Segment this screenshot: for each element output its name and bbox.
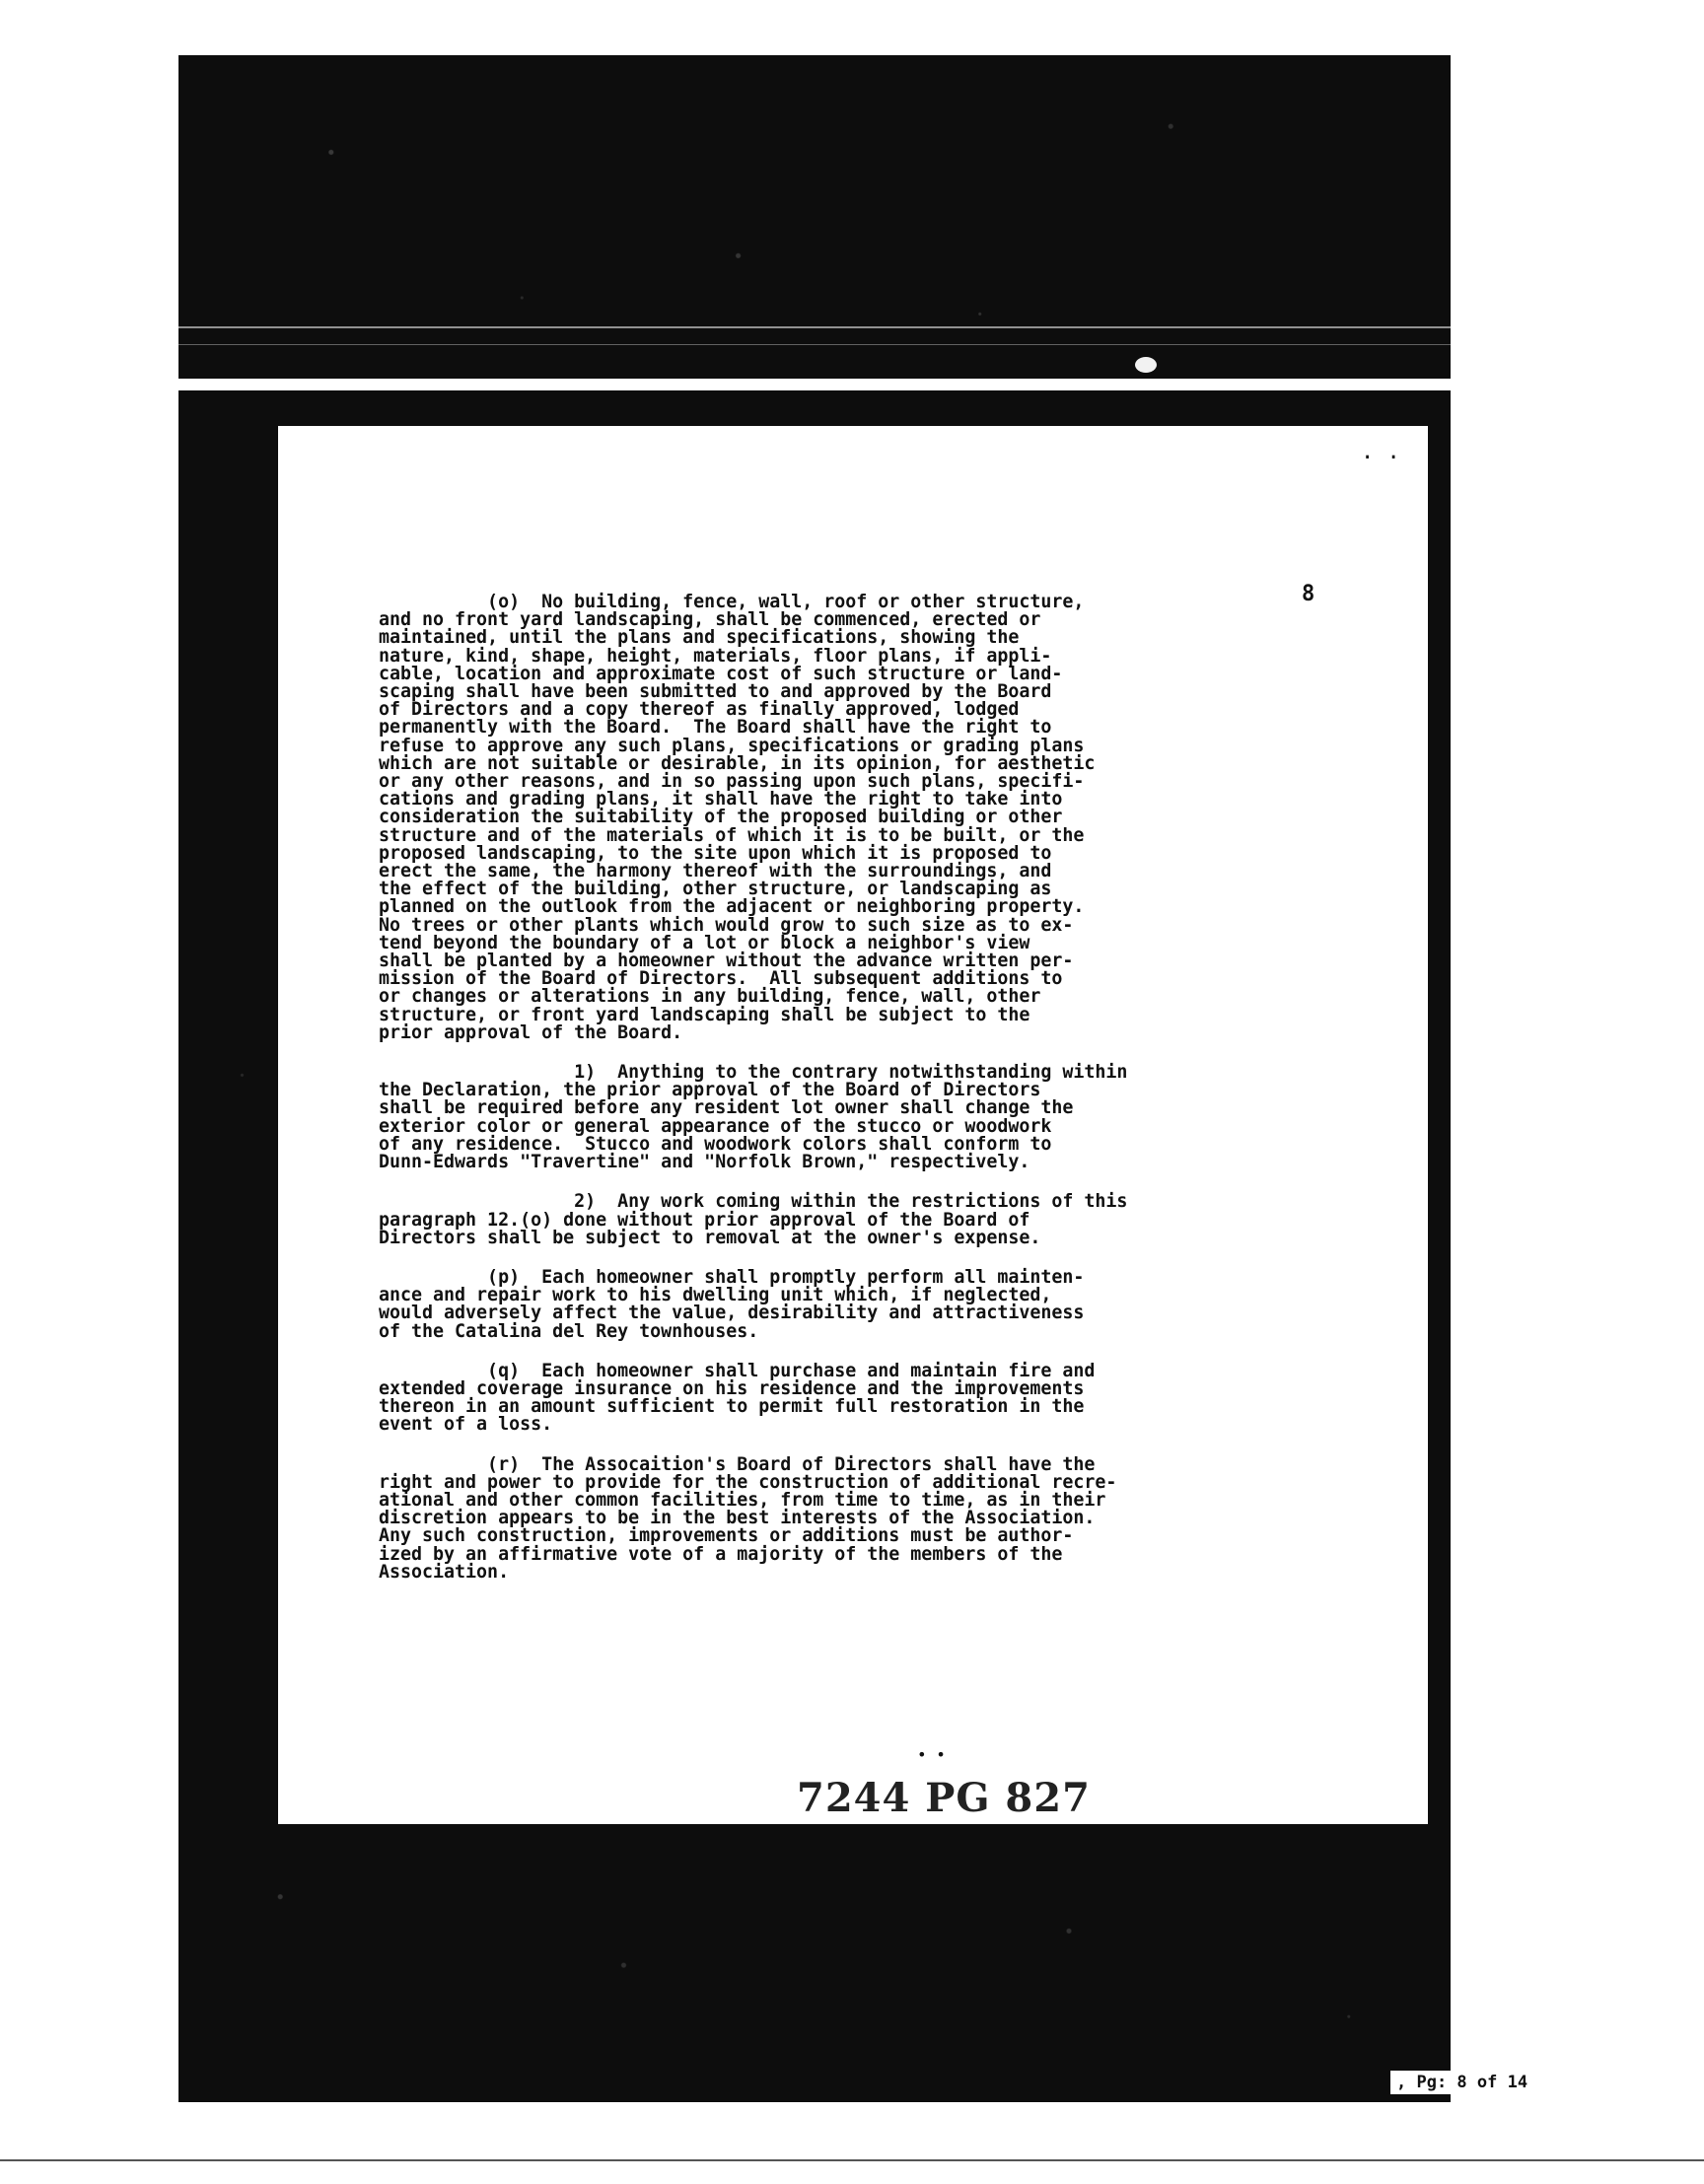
dot-mark: • • bbox=[917, 1745, 946, 1764]
scan-top-border bbox=[178, 55, 1451, 379]
paragraph-p: (p) Each homeowner shall promptly perform all mainten- ance and repair work to his dwelling unit which, if neglected, would adversely affect the value, desirability and attractiveness of the Catalina del Rey townhouses. bbox=[379, 1266, 1085, 1342]
paragraph-o-2: 2) Any work coming within the restrictions of this paragraph 12.(o) done without prior approval of the Board of Directors shall be subject to removal at the owner's expense. bbox=[379, 1191, 1128, 1248]
scan-speck bbox=[1135, 357, 1157, 373]
scan-gap bbox=[178, 379, 1451, 390]
bottom-rule bbox=[0, 2159, 1704, 2161]
page-count-label: , Pg: 8 of 14 bbox=[1390, 2071, 1554, 2094]
paragraph-r: (r) The Assocaition's Board of Directors shall have the right and power to provide for the construction of additional recre- ational and other common facilities, from time to time, as in their discretion appears to be in the best interests of the Association. Any such construction, improvements or additions must be author- ized by an affirmative vote of a majority of the members of the Association. bbox=[379, 1453, 1117, 1583]
paragraph-o-1: 1) Anything to the contrary notwithstanding within the Declaration, the prior approval of the Board of Directors shall be required before any resident lot owner shall change the exterior color or general appearance of the stucco or woodwork of any residence. Stucco and woodwork colors shall conform to Dunn-Edwards "Travertine" and "Norfolk Brown," respectively. bbox=[379, 1062, 1128, 1173]
scan-rule bbox=[178, 326, 1451, 328]
scan-rule bbox=[178, 344, 1451, 345]
paragraph-o: (o) No building, fence, wall, roof or other structure, and no front yard landscaping, shall be commenced, erected or maintained, until the plans and specifications, showing the nature, kind, shape, height, materials, floor plans, if appli- cable, location and approximate cost of such structure or land- scaping shall have been submitted to and approved by the Board of Directors and a copy thereof as finally approved, lodged permanently with the Board. The Board shall have the right to refuse to approve any such plans, specifications or grading plans which are not suitable or desirable, in its opinion, for aesthetic or any other reasons, and in so passing upon such plans, specifi- cations and grading plans, it shall have the right to take into consideration the suitability of the proposed building or other structure and of the materials of which it is to be built, or the proposed landscaping, to the site upon which it is proposed to erect the same, the harmony thereof with the surroundings, and the effect of the building, other structure, or landscaping as planned on the outlook from the adjacent or neighboring property. No trees or other plants which would grow to such size as to ex- tend beyond the boundary of a lot or block a neighbor's view shall be planted by a homeowner without the advance written per- mission of the Board of Directors. All subsequent additions to or changes or alterations in any building, fence, wall, other structure, or front yard landscaping shall be subject to the prior approval of the Board. bbox=[379, 592, 1096, 1043]
document-body bbox=[379, 594, 1325, 1582]
page-number: 8 bbox=[1302, 582, 1315, 606]
paragraph-q: (q) Each homeowner shall purchase and maintain fire and extended coverage insurance on his residence and the improvements thereon in an amount sufficient to permit full restoration in the event of a loss. bbox=[379, 1360, 1096, 1436]
corner-marks: . . bbox=[1361, 440, 1400, 464]
book-page-stamp: 7244 PG 827 bbox=[797, 1775, 1091, 1821]
